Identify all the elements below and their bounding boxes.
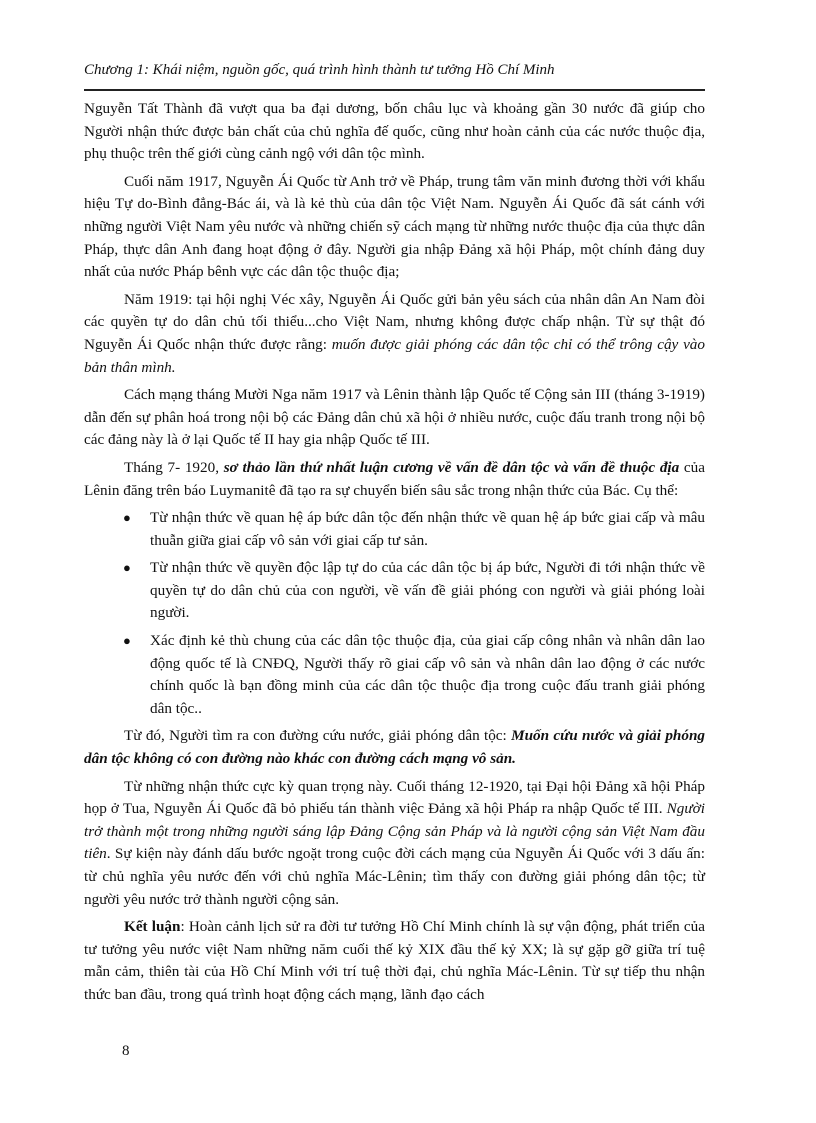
paragraph-3-text: Năm 1919: tại hội nghị Véc xây, Nguyễn Ái Quốc gửi bản yêu sách của nhân dân An Nam đòi các quyền tự do dân chủ tối thiểu...cho Việt Nam, nhưng không được chấp nhận. Từ sự thật đó Nguyễn Ái Quốc nhận thức được rằng:: [84, 290, 705, 353]
bullet-icon: ●: [123, 510, 131, 526]
bullet-icon: ●: [123, 560, 131, 576]
paragraph-1: Nguyễn Tất Thành đã vượt qua ba đại dương, bốn châu lục và khoảng gần 30 nước đã giúp cho Người nhận thức được bản chất của chủ nghĩa đế quốc, cũng như hoàn cảnh của các nước thuộc địa, phụ thuộc trên thế giới cùng cảnh ngộ với dân tộc mình.: [84, 100, 705, 163]
bullet-item: [84, 507, 705, 552]
paragraph-6: [84, 725, 705, 770]
paragraph-conclusion: [84, 916, 705, 1006]
paragraph-7-text-end: . Sự kiện này đánh dấu bước ngoặt trong cuộc đời cách mạng của Nguyễn Ái Quốc với 3 dấu ấn: từ chủ nghĩa yêu nước đến với chủ nghĩa Mác-Lênin; tìm thấy con đường giải phóng dân tộc; từ người yêu nước trở thành người cộng sản.: [84, 845, 705, 908]
paragraph-3: [84, 289, 705, 379]
paragraph-5: [84, 457, 705, 502]
paragraph-7: [84, 776, 705, 912]
page-number: 8: [122, 1043, 130, 1059]
bullet-icon: ●: [123, 633, 131, 649]
bullet-list: [84, 507, 705, 720]
paragraph-7-italic: Người trở thành một trong những người sáng lập Đảng Cộng sản Pháp và là người cộng sản Việt Nam đầu tiên: [84, 800, 705, 863]
bullet-text: Từ nhận thức về quan hệ áp bức dân tộc đến nhận thức về quan hệ áp bức giai cấp và mâu thuẫn giữa giai cấp vô sản với giai cấp tư sản.: [150, 509, 705, 549]
conclusion-text: : Hoàn cảnh lịch sử ra đời tư tưởng Hồ Chí Minh chính là sự vận động, phát triển của tư tưởng yêu nước việt Nam những năm cuối thế kỷ XIX đầu thế kỷ XX; là sự gặp gỡ giữa trí tuệ mẫn cảm, thiên tài của Hồ Chí Minh với trí tuệ thời đại, chủ nghĩa Mác-Lênin. Từ sự tiếp thu nhận thức ban đầu, trong quá trình hoạt động cách mạng, lãnh đạo cách: [84, 918, 705, 1003]
paragraph-5-text-end: của Lênin đăng trên báo Luymanitê đã tạo ra sự chuyển biến sâu sắc trong nhận thức của Bác. Cụ thể:: [84, 458, 706, 499]
running-header: Chương 1: Khái niệm, nguồn gốc, quá trình hình thành tư tưởng Hồ Chí Minh: [84, 62, 555, 78]
paragraph-6-bold-italic: Muốn cứu nước và giải phóng dân tộc không có con đường nào khác con đường cách mạng vô sản.: [84, 727, 705, 768]
bullet-item: [84, 557, 705, 625]
bullet-text: Từ nhận thức về quyền độc lập tự do của các dân tộc bị áp bức, Người đi tới nhận thức về quyền tự do dân chủ của con người, về vấn đề giải phóng con người và giải phóng loài người.: [150, 559, 705, 622]
page-body: [84, 98, 705, 1007]
paragraph-4: Cách mạng tháng Mười Nga năm 1917 và Lênin thành lập Quốc tế Cộng sản III (tháng 3-1919) dẫn đến sự phân hoá trong nội bộ các Đảng dân chủ xã hội ở nhiều nước, cuộc đấu tranh trong nội bộ các đảng này là ở lại Quốc tế II hay gia nhập Quốc tế III.: [84, 386, 705, 449]
paragraph-2: Cuối năm 1917, Nguyễn Ái Quốc từ Anh trở về Pháp, trung tâm văn minh đương thời với khẩu hiệu Tự do-Bình đẳng-Bác ái, và là kẻ thù của dân tộc Việt Nam. Nguyễn Ái Quốc đã sát cánh với những người Việt Nam yêu nước và những chiến sỹ cách mạng từ những nước thuộc địa của thực dân Pháp, thực dân Anh đang hoạt động ở đây. Người gia nhập Đảng xã hội Pháp, một chính đảng duy nhất của nước Pháp bênh vực các dân tộc thuộc địa;: [84, 172, 705, 281]
paragraph-6-text: Từ đó, Người tìm ra con đường cứu nước, giải phóng dân tộc:: [124, 727, 512, 745]
paragraph-5-text: Tháng 7- 1920,: [124, 458, 224, 476]
paragraph-3-italic: muốn được giải phóng các dân tộc chỉ có thể trông cậy vào bản thân mình.: [84, 335, 705, 376]
paragraph-5-bold-italic: sơ thảo lần thứ nhất luận cương về vấn đề dân tộc và vấn đề thuộc địa: [223, 458, 680, 476]
header-rule: [84, 89, 705, 91]
conclusion-label: Kết luận: [124, 918, 181, 936]
bullet-item: [84, 630, 705, 720]
paragraph-7-text: Từ những nhận thức cực kỳ quan trọng này. Cuối tháng 12-1920, tại Đại hội Đảng xã hội Pháp họp ở Tua, Nguyễn Ái Quốc đã bỏ phiếu tán thành việc Đảng xã hội Pháp ra nhập Quốc tế III.: [84, 777, 705, 818]
bullet-text: Xác định kẻ thù chung của các dân tộc thuộc địa, của giai cấp công nhân và nhân dân lao động quốc tế là CNĐQ, Người thấy rõ giai cấp vô sản và nhân dân lao động ở các nước chính quốc là bạn đồng minh của các dân tộc thuộc địa trong cuộc đấu tranh giải phóng dân tộc..: [150, 632, 705, 717]
